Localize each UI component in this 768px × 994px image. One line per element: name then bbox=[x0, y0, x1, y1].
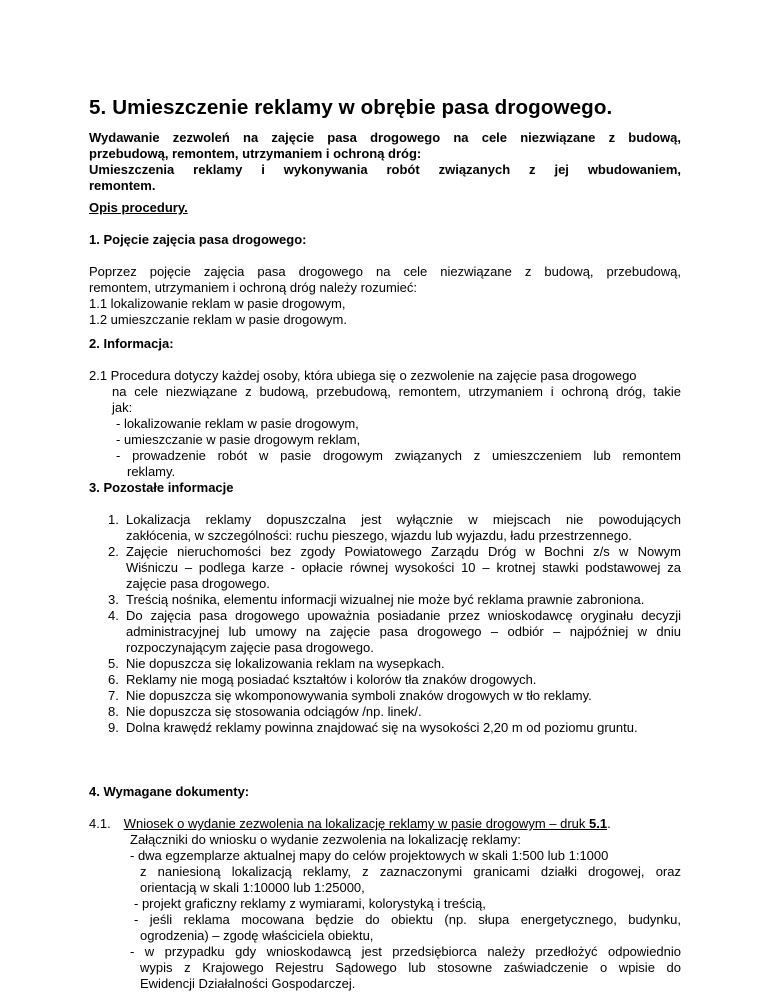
list-item: reklamy. bbox=[127, 464, 176, 479]
paragraph-line: remontem, utrzymaniem i ochroną dróg należy rozumieć: bbox=[89, 280, 418, 295]
procedure-heading: Opis procedury. bbox=[89, 200, 188, 215]
section-4-heading: 4. Wymagane dokumenty: bbox=[89, 784, 250, 799]
item-text-line: Treścią nośnika, elementu informacji wizualnej nie może być reklama prawnie zabroniona. bbox=[126, 592, 645, 607]
list-item: z naniesioną lokalizacją reklamy, z zaznaczonymi granicami działki drogowej, oraz bbox=[140, 864, 681, 879]
section-3-list bbox=[108, 512, 681, 736]
page-title: 5. Umieszczenie reklamy w obrębie pasa drogowego. bbox=[89, 96, 613, 119]
item-number: 3. bbox=[108, 592, 119, 607]
item-number: 9. bbox=[108, 720, 119, 735]
item-text-line: rozpoczynającym zajęcie pasa drogowego. bbox=[126, 640, 374, 655]
list-item: - umieszczanie w pasie drogowym reklam, bbox=[116, 432, 361, 447]
numbered-list-item bbox=[108, 688, 681, 704]
numbered-list-item bbox=[108, 656, 681, 672]
list-item: wypis z Krajowego Rejestru Sądowego lub stosowne zaświadczenie o wpisie do bbox=[140, 960, 681, 975]
item-number: 8. bbox=[108, 704, 119, 719]
subtitle-line: Wydawanie zezwoleń na zajęcie pasa drogowego na cele niezwiązane z budową, bbox=[89, 130, 681, 145]
paragraph-line: Załączniki do wniosku o wydanie zezwolenia na lokalizację reklamy: bbox=[130, 832, 521, 847]
section-3-heading: 3. Pozostałe informacje bbox=[89, 480, 234, 495]
item-number: 6. bbox=[108, 672, 119, 687]
numbered-list-item bbox=[108, 720, 681, 736]
item-text-line: administracyjnej lub umowy na zajęcie pasa drogowego – odbiór – najpóźniej w dniu bbox=[126, 624, 681, 639]
item-text-line: Dolna krawędź reklamy powinna znajdować się na wysokości 2,20 m od poziomu gruntu. bbox=[126, 720, 638, 735]
subtitle-line: przebudową, remontem, utrzymaniem i ochroną dróg: bbox=[89, 146, 422, 161]
item-number: 7. bbox=[108, 688, 119, 703]
subtitle bbox=[89, 130, 681, 194]
item-number: 5. bbox=[108, 656, 119, 671]
item-text-line: Nie dopuszcza się wkomponowywania symboli znaków drogowych w tło reklamy. bbox=[126, 688, 592, 703]
list-item: - projekt graficzny reklamy z wymiarami, kolorystyką i treścią, bbox=[134, 896, 486, 911]
numbered-list-item bbox=[108, 704, 681, 720]
section-2-body bbox=[89, 368, 681, 480]
document-item bbox=[89, 816, 681, 832]
list-item: - dwa egzemplarze aktualnej mapy do celów projektowych w skali 1:500 lub 1:1000 bbox=[130, 848, 609, 863]
numbered-list-item bbox=[108, 592, 681, 608]
item-text-line: zakłócenia, w szczególności: ruchu pieszego, wjazdu lub wyjazdu, ładu przestrzennego. bbox=[126, 528, 632, 543]
list-item: 1.1 lokalizowanie reklam w pasie drogowym, bbox=[89, 296, 346, 311]
item-number: 2. bbox=[108, 544, 119, 559]
list-item: orientacją w skali 1:10000 lub 1:25000, bbox=[140, 880, 365, 895]
section-1-heading: 1. Pojęcie zajęcia pasa drogowego: bbox=[89, 232, 307, 247]
section-2-heading: 2. Informacja: bbox=[89, 336, 174, 351]
list-item: - prowadzenie robót w pasie drogowym związanych z umieszczeniem lub remontem bbox=[116, 448, 681, 463]
list-item: 1.2 umieszczanie reklam w pasie drogowym. bbox=[89, 312, 347, 327]
paragraph-line: 2.1 Procedura dotyczy każdej osoby, która ubiega się o zezwolenie na zajęcie pasa drogowego bbox=[89, 368, 637, 383]
numbered-list-item bbox=[108, 544, 681, 592]
item-text-line: Do zajęcia pasa drogowego upoważnia posiadanie przez wnioskodawcę oryginału decyzji bbox=[126, 608, 681, 623]
subtitle-line: remontem. bbox=[89, 178, 156, 193]
item-number: 1. bbox=[108, 512, 119, 527]
numbered-list-item bbox=[108, 672, 681, 688]
item-text-line: Lokalizacja reklamy dopuszczalna jest wyłącznie w miejscach nie powodujących bbox=[126, 512, 681, 527]
section-1-body bbox=[89, 264, 681, 328]
item-text-line: Nie dopuszcza się lokalizowania reklam na wysepkach. bbox=[126, 656, 445, 671]
item-text-line: Zajęcie nieruchomości bez zgody Powiatowego Zarządu Dróg w Bochni z/s w Nowym bbox=[126, 544, 681, 559]
item-number: 4. bbox=[108, 608, 119, 623]
list-item: - lokalizowanie reklam w pasie drogowym, bbox=[116, 416, 359, 431]
form-link-text: Wniosek o wydanie zezwolenia na lokalizację reklamy w pasie drogowym – druk bbox=[123, 816, 590, 831]
numbered-list-item bbox=[108, 608, 681, 656]
section-4-body bbox=[89, 816, 681, 992]
list-item: - jeśli reklama mocowana będzie do obiektu (np. słupa energetycznego, budynku, bbox=[134, 912, 681, 927]
item-text-line: Wiśniczu – podlega karze - opłacie równej wysokości 10 – krotnej stawki podstawowej za bbox=[126, 560, 681, 575]
paragraph-line: jak: bbox=[112, 400, 133, 415]
numbered-list-item bbox=[108, 512, 681, 544]
subtitle-line: Umieszczenia reklamy i wykonywania robót związanych z jej wbudowaniem, bbox=[89, 162, 681, 177]
paragraph-line: Poprzez pojęcie zajęcia pasa drogowego na cele niezwiązane z budową, przebudową, bbox=[89, 264, 681, 279]
paragraph-line: na cele niezwiązane z budową, przebudową, remontem, utrzymaniem i ochroną dróg, takie bbox=[112, 384, 681, 399]
item-text-line: zajęcie pasa drogowego. bbox=[126, 576, 270, 591]
form-link-end: . bbox=[607, 816, 611, 831]
item-number: 4.1. bbox=[89, 816, 111, 831]
item-text-line: Reklamy nie mogą posiadać kształtów i kolorów tła znaków drogowych. bbox=[126, 672, 537, 687]
list-item: ogrodzenia) – zgodę właściciela obiektu, bbox=[140, 928, 374, 943]
item-text-line: Nie dopuszcza się stosowania odciągów /np. linek/. bbox=[126, 704, 422, 719]
list-item: - w przypadku gdy wnioskodawcą jest przedsiębiorca należy przedłożyć odpowiednio bbox=[130, 944, 681, 959]
list-item: Ewidencji Działalności Gospodarczej. bbox=[140, 976, 356, 991]
form-number: 5.1 bbox=[589, 816, 608, 831]
form-link[interactable] bbox=[124, 816, 607, 831]
